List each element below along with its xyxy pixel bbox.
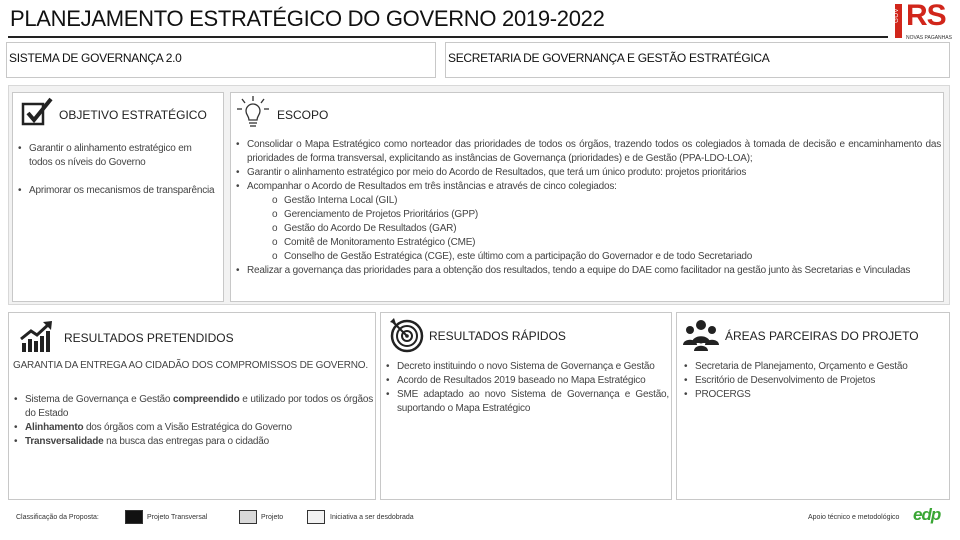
- secretaria-box: [445, 42, 950, 78]
- title-divider: [8, 36, 888, 38]
- objetivo-item: • Garantir o alinhamento estratégico em todos os níveis do Governo: [17, 142, 217, 170]
- target-icon: [389, 317, 425, 353]
- resultados-pretendidos-body: [13, 359, 373, 449]
- resultados-rapidos-item: • Acordo de Resultados 2019 baseado no Mapa Estratégico: [385, 374, 669, 388]
- escopo-subitem: o Gestão Interna Local (GIL): [272, 194, 941, 208]
- escopo-subitem: o Comitê de Monitoramento Estratégico (CME): [272, 236, 941, 250]
- resultados-intro: GARANTIA DA ENTREGA AO CIDADÃO DOS COMPROMISSOS DE GOVERNO.: [13, 360, 368, 371]
- escopo-title: ESCOPO: [277, 108, 329, 122]
- item-text: dos órgãos com a Visão Estratégica do Governo: [83, 422, 292, 433]
- areas-parceiras-item: • Escritório de Desenvolvimento de Projetos: [683, 374, 945, 388]
- legend-projeto: Projeto: [261, 514, 284, 521]
- page-title: PLANEJAMENTO ESTRATÉGICO DO GOVERNO 2019-2022: [10, 6, 605, 31]
- escopo-item: • Garantir o alinhamento estratégico por meio do Acordo de Resultados, que terá um único produto: projetos prioritários: [235, 166, 941, 180]
- escopo-panel: [230, 92, 944, 302]
- escopo-item: • Acompanhar o Acordo de Resultados em três instâncias e através de cinco colegiados:: [235, 180, 941, 194]
- classification-legend: [8, 505, 950, 527]
- resultados-rapidos-title: RESULTADOS RÁPIDOS: [429, 329, 566, 343]
- sistema-box: [6, 42, 436, 78]
- legend-transversal: Projeto Transversal: [147, 514, 208, 521]
- areas-parceiras-item: • PROCERGS: [683, 388, 945, 402]
- resultados-pretendidos-title: RESULTADOS PRETENDIDOS: [64, 331, 234, 345]
- lightbulb-icon: [235, 95, 271, 129]
- growth-chart-icon: [19, 319, 55, 353]
- resultados-pretendidos-item: [13, 393, 373, 421]
- escopo-subitem: o Gerenciamento de Projetos Prioritários (GPP): [272, 208, 941, 222]
- secretaria-label: SECRETARIA DE GOVERNANÇA E GESTÃO ESTRATÉGICA: [448, 51, 770, 65]
- areas-parceiras-list: [683, 360, 945, 402]
- objetivo-list: [17, 142, 217, 198]
- objetivo-item: • Aprimorar os mecanismos de transparência: [17, 184, 217, 198]
- legend-swatch-transversal: [125, 510, 143, 524]
- areas-parceiras-panel: [676, 312, 950, 500]
- edp-logo: edp: [913, 505, 941, 524]
- escopo-item: • Realizar a governança das prioridades para a obtenção dos resultados, tendo a equipe do DAE como facilitador na gestão junto às Secretarias e Vinculadas: [235, 264, 941, 278]
- areas-parceiras-item: • Secretaria de Planejamento, Orçamento e Gestão: [683, 360, 945, 374]
- resultados-pretendidos-panel: [8, 312, 376, 500]
- resultados-rapidos-item: • SME adaptado ao novo Sistema de Governança e Gestão, suportando o Mapa Estratégico: [385, 388, 669, 416]
- resultados-pretendidos-item: [13, 421, 373, 435]
- escopo-subitem: o Conselho de Gestão Estratégica (CGE), este último com a participação do Governador e de todo Secretariado: [272, 250, 941, 264]
- logo-gov-text: GOV: [894, 8, 900, 23]
- logo-rs-text: RS: [906, 0, 946, 32]
- legend-label: Classificação da Proposta:: [16, 514, 99, 521]
- legend-swatch-iniciativa: [307, 510, 325, 524]
- item-text: e utilizado por todos os órgãos do Estado: [25, 394, 374, 419]
- escopo-list: [235, 138, 941, 278]
- objetivo-panel: [12, 92, 224, 302]
- item-bold: compreendido: [173, 394, 240, 405]
- legend-swatch-projeto: [239, 510, 257, 524]
- rs-logo: [892, 2, 954, 44]
- item-bold: Transversalidade: [25, 436, 104, 447]
- legend-iniciativa: Iniciativa a ser desdobrada: [330, 514, 414, 521]
- escopo-item: • Consolidar o Mapa Estratégico como norteador das prioridades de todos os órgãos, trazendo todos os colegiados à tomada de decisão e encaminhamento das prioridades de forma transversal, explicitando as instâncias de Governança (prioridades) e de Gestão (PPA-LDO-LOA);: [235, 138, 941, 166]
- resultados-rapidos-panel: [380, 312, 672, 500]
- legend-apoio: Apoio técnico e metodológico: [808, 514, 900, 521]
- sistema-label: SISTEMA DE GOVERNANÇA 2.0: [9, 51, 182, 65]
- logo-tagline: NOVAS PAGANHAS: [906, 35, 952, 41]
- checkbox-icon: [21, 97, 53, 129]
- resultados-rapidos-list: [385, 360, 669, 416]
- areas-parceiras-title: ÁREAS PARCEIRAS DO PROJETO: [725, 329, 919, 343]
- resultados-pretendidos-item: [13, 435, 373, 449]
- item-text: Sistema de Governança e Gestão: [25, 394, 173, 405]
- item-bold: Alinhamento: [25, 422, 84, 433]
- escopo-subitem: o Gestão do Acordo De Resultados (GAR): [272, 222, 941, 236]
- item-text: na busca das entregas para o cidadão: [103, 436, 270, 447]
- objetivo-title: OBJETIVO ESTRATÉGICO: [59, 108, 207, 122]
- team-icon: [681, 317, 721, 351]
- resultados-rapidos-item: • Decreto instituindo o novo Sistema de Governança e Gestão: [385, 360, 669, 374]
